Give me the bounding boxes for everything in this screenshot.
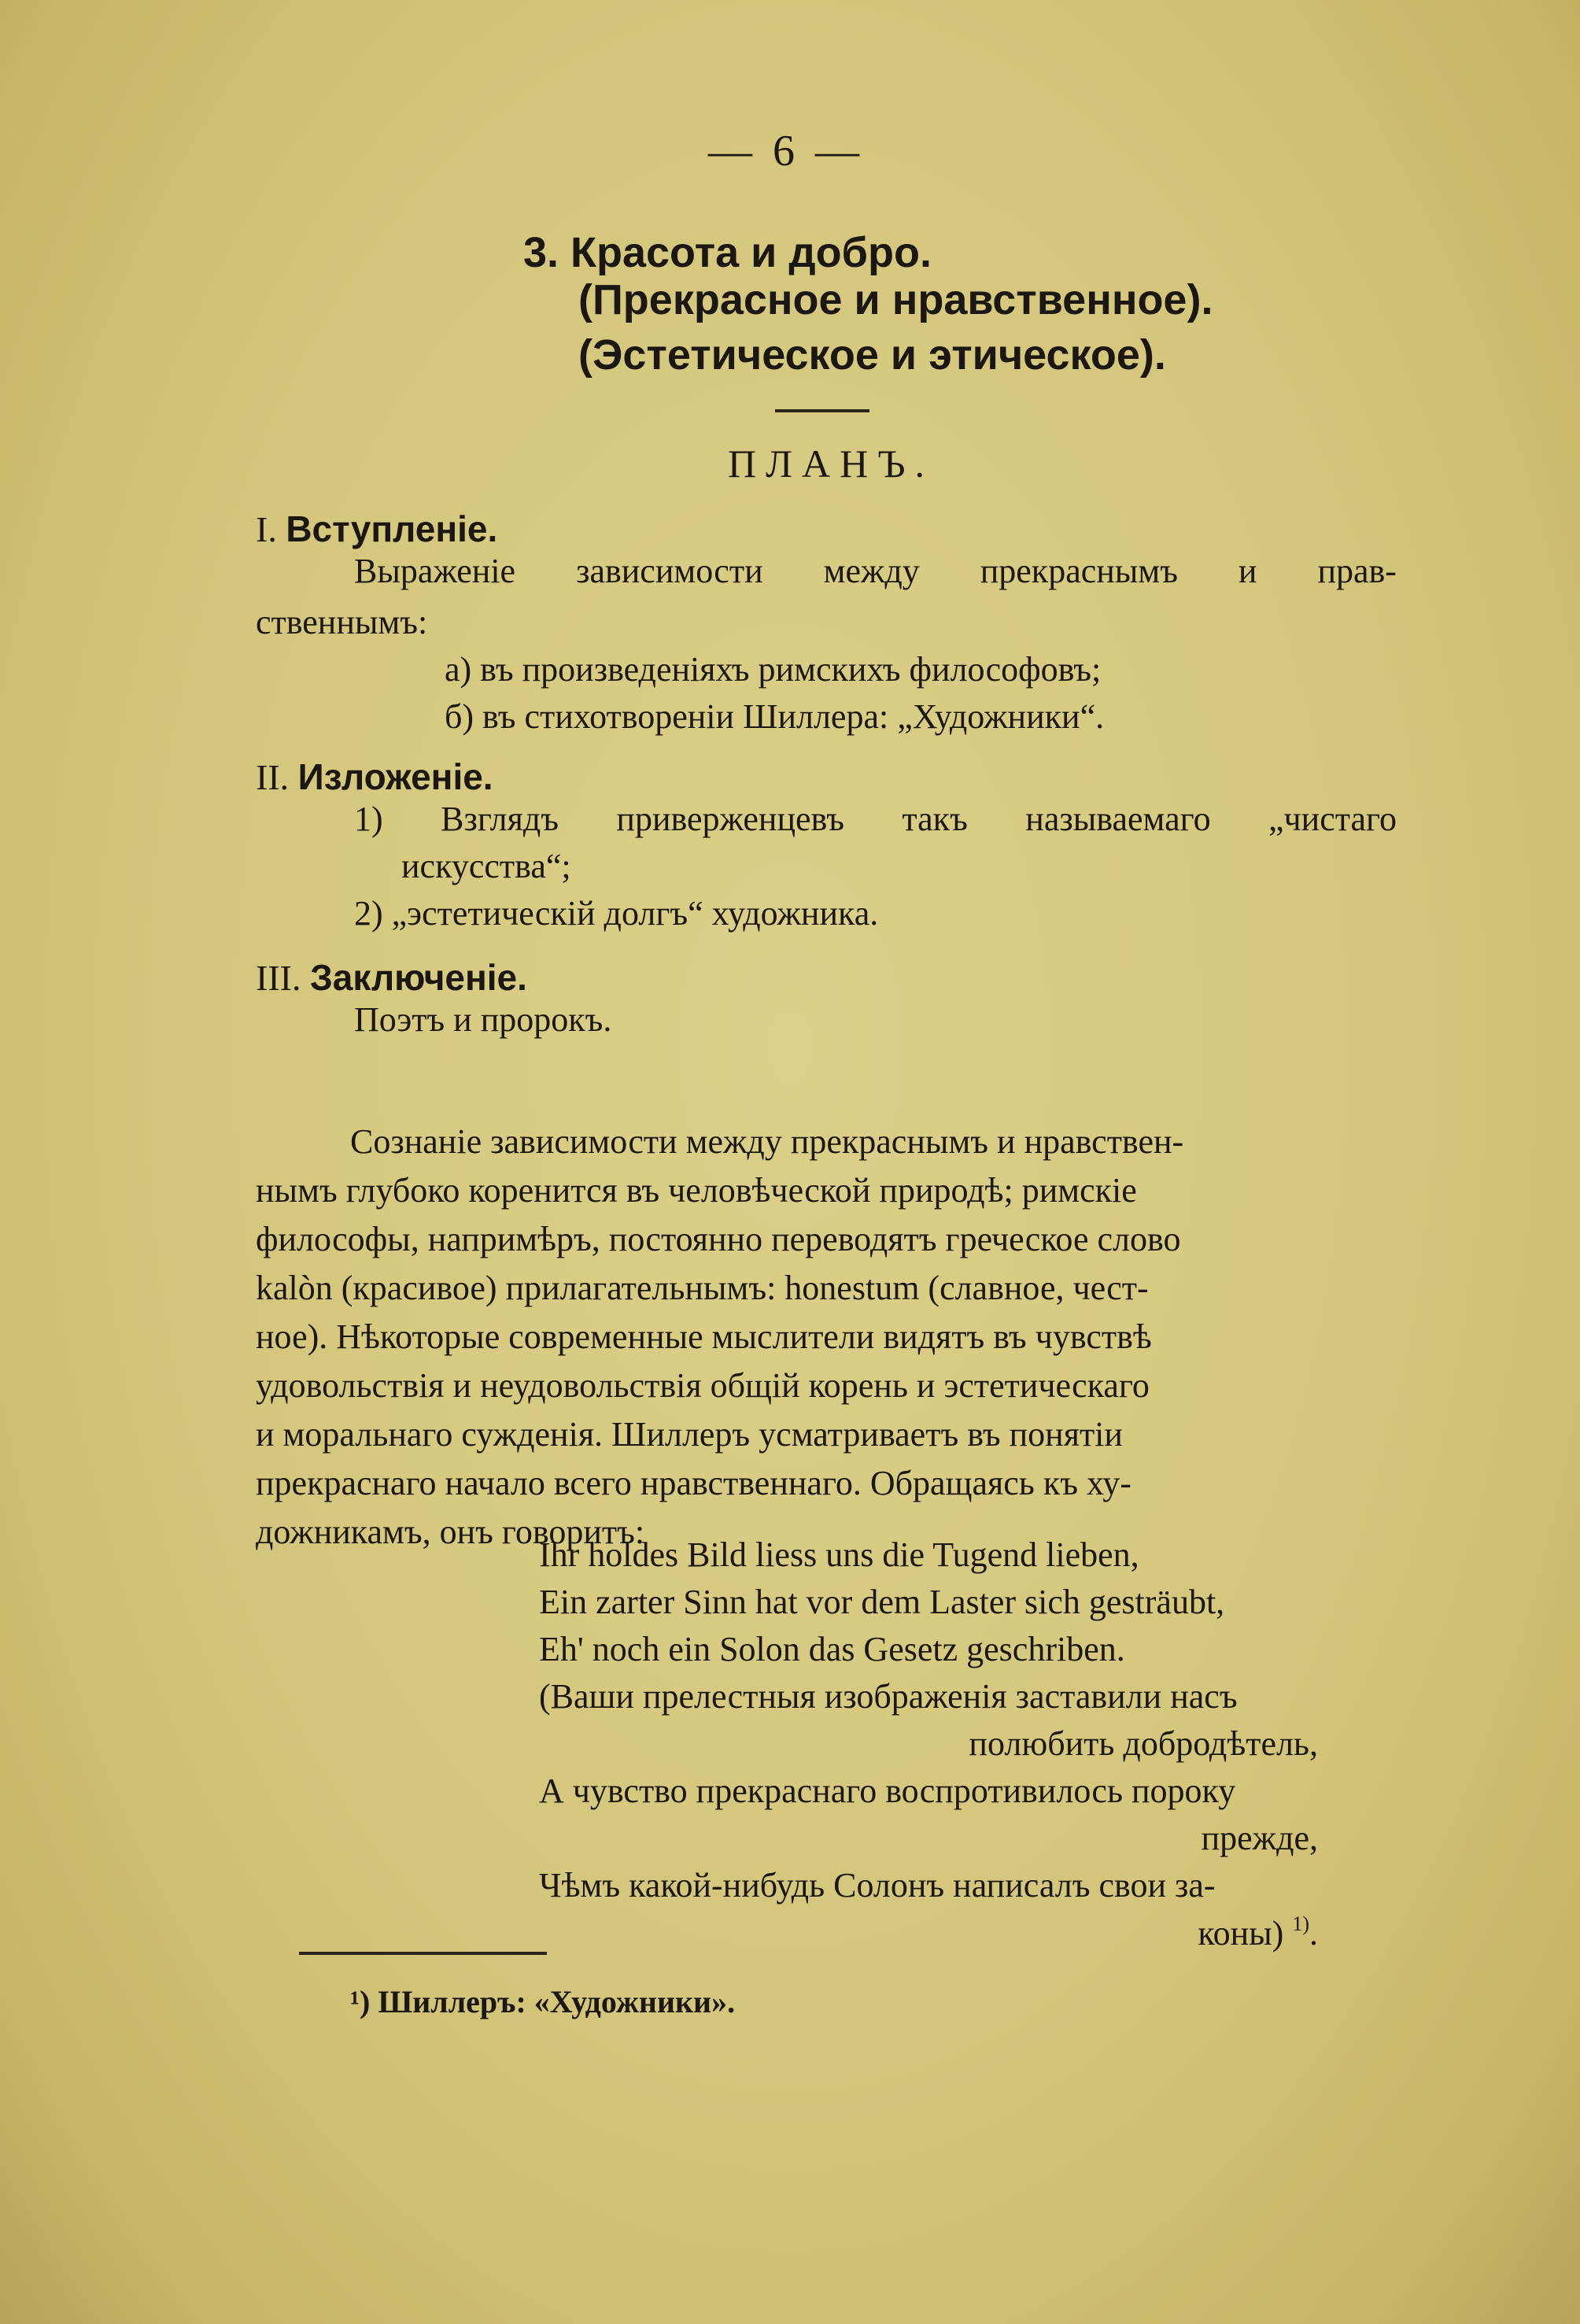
exposition-item-1 [354,799,1397,839]
exposition-item-2: 2) „эстетическій долгъ“ художника. [354,894,879,933]
word: называемаго [1025,800,1211,838]
page-number: — 6 — [708,127,864,176]
chapter-subtitle-1: (Прекрасное и нравственное). [578,276,1213,323]
poem-german-line: Ein zarter Sinn hat vor dem Laster sich gesträubt, [539,1583,1225,1621]
word: приверженцевъ [616,800,844,838]
intro-item-a: а) въ произведеніяхъ римскихъ философовъ; [445,650,1102,689]
word: прав- [1317,552,1397,590]
section-number: II. [256,757,290,797]
word: прекраснымъ [980,552,1178,590]
title-divider [775,409,869,412]
body-line-text: Сознаніе зависимости между прекраснымъ и нравствен- [350,1122,1184,1161]
poem-german-line: Eh' noch ein Solon das Gesetz geschriben. [539,1630,1125,1668]
conclusion-text: Поэтъ и пророкъ. [354,1000,612,1039]
body-line: и моральнаго сужденія. Шиллеръ усматриваетъ въ понятіи [256,1415,1123,1454]
body-line: дожникамъ, онъ говоритъ: [256,1513,645,1551]
intro-text-line-1 [354,551,1397,591]
poem-translation-line: Чѣмъ какой-нибудь Солонъ написалъ свои за- [539,1866,1216,1905]
chapter-subtitle-2: (Эстетическое и этическое). [578,331,1166,379]
body-line: kalòn (красивое) прилагательнымъ: honestum (славное, чест- [256,1269,1149,1307]
poem-german-line: Ihr holdes Bild liess uns die Tugend lieben, [539,1535,1139,1574]
word: такъ [902,800,968,838]
section-label: Изложеніе. [297,756,493,797]
body-line: прекраснаго начало всего нравственнаго. Обращаясь къ ху- [256,1464,1131,1502]
footnote-divider [299,1952,547,1955]
exposition-item-1-cont: искусства“; [401,847,571,885]
word: 1) [354,800,383,838]
word: Взглядъ [441,800,559,838]
footnote: ¹) Шиллеръ: «Художники». [350,1984,736,2019]
poem-translation-line: полюбить добродѣтель, [969,1724,1318,1763]
intro-text-line-2: ственнымъ: [256,603,428,641]
section-number: III. [256,958,301,998]
poem-translation-line: коны) [1198,1914,1284,1953]
section-exposition-heading [256,756,493,798]
plan-heading: ПЛАНЪ. [728,442,935,486]
poem-translation-line: прежде, [1201,1819,1318,1857]
body-line [350,1118,1397,1166]
word: и [1238,552,1257,590]
poem-translation-final: коны) $^{1)}$. [1198,1912,1318,1953]
poem-translation-line: А чувство прекраснаго воспротивилось пороку [539,1772,1236,1810]
section-number: I. [256,509,277,549]
section-conclusion-heading [256,956,527,999]
section-label: Вступленіе. [286,508,498,549]
chapter-title: 3. Красота и добро. [523,229,932,276]
body-line: удовольствія и неудовольствія общій корень и эстетическаго [256,1366,1150,1405]
word: „чистаго [1268,800,1397,838]
poem-translation-line: (Ваши прелестныя изображенія заставили насъ [539,1677,1238,1716]
section-label: Заключеніе. [309,957,527,998]
section-intro-heading [256,508,497,550]
body-line: нымъ глубоко коренится въ человѣческой природѣ; римскіе [256,1171,1137,1210]
body-line: философы, напримѣръ, постоянно переводятъ греческое слово [256,1220,1181,1258]
intro-item-b: б) въ стихотвореніи Шиллера: „Художники“. [445,697,1105,736]
word: между [823,552,920,590]
word: Выраженіе [354,552,516,590]
footnote-reference: 1) [1292,1912,1309,1935]
body-line: ное). Нѣкоторые современные мыслители видятъ въ чувствѣ [256,1317,1152,1356]
word: зависимости [576,552,763,590]
